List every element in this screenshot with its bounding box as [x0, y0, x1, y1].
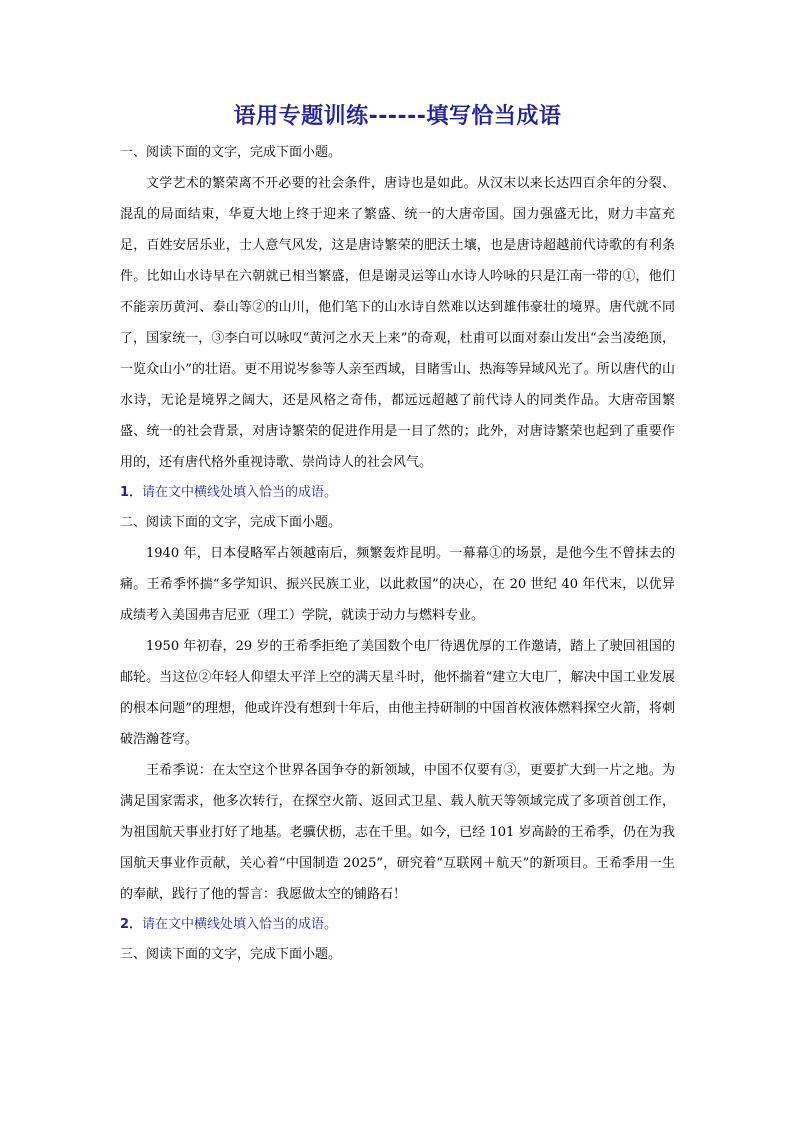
- section-1-paragraph-1: 文学艺术的繁荣离不开必要的社会条件，唐诗也是如此。从汉末以来长达四百余年的分裂、混乱的局面结束，华夏大地上终于迎来了繁盛、统一的大唐帝国。国力强盛无比，财力丰富充足，百姓安居乐业，士人意气风发，这是唐诗繁荣的肥沃土壤，也是唐诗超越前代诗歌的有利条件。比如山水诗早在六朝就已相当繁盛，但是谢灵运等山水诗人吟咏的只是江南一带的①，他们不能亲历黄河、泰山等②的山川，他们笔下的山水诗自然难以达到雄伟豪壮的境界。唐代就不同了，国家统一，③李白可以咏叹“黄河之水天上来”的奇观，杜甫可以面对泰山发出“会当凌绝顶，一览众山小”的壮语。更不用说岑参等人亲至西域，目睹雪山、热海等异域风光了。所以唐代的山水诗，无论是境界之阔大，还是风格之奇伟，都远远超越了前代诗人的同类作品。大唐帝国繁盛、统一的社会背景，对唐诗繁荣的促进作用是一目了然的；此外，对唐诗繁荣也起到了重要作用的，还有唐代格外重视诗歌、崇尚诗人的社会风气。: [120, 176, 675, 470]
- question-1-text: 请在文中横线处填入恰当的成语。: [142, 485, 338, 500]
- question-1-number: 1．: [120, 485, 143, 500]
- section-3-heading: 三、阅读下面的文字，完成下面小题。: [120, 947, 342, 962]
- question-2-number: 2．: [120, 917, 143, 932]
- section-2-paragraph-3: 王希季说：在太空这个世界各国争夺的新领域，中国不仅要有③，更要扩大到一片之地。为满足国家需求，他多次转行，在探空火箭、返回式卫星、载人航天等领域完成了多项首创工作，为祖国航天事业打好了地基。老骥伏枥，志在千里。如今，已经 101 岁高龄的王希季，仍在为我国航天事业作贡献，关心着“中国制造 2025”，研究着“互联网＋航天”的新项目。王希季用一生的奉献，践行了他的誓言：我愿做太空的铺路石！: [120, 763, 675, 902]
- section-2-paragraph-1: 1940 年，日本侵略军占领越南后，频繁轰炸昆明。一幕幕①的场景，是他今生不曾抹去的痛。王希季怀揣“多学知识、振兴民族工业，以此救国”的决心，在 20 世纪 40 年代末，以优异成绩考入美国弗吉尼亚（理工）学院，就读于动力与燃料专业。: [120, 546, 675, 623]
- document-page: [120, 102, 675, 970]
- question-1: [120, 478, 675, 508]
- section-1-heading: 一、阅读下面的文字，完成下面小题。: [120, 145, 342, 160]
- question-2: [120, 910, 675, 940]
- page-title: 语用专题训练------填写恰当成语: [233, 104, 562, 129]
- question-2-text: 请在文中横线处填入恰当的成语。: [142, 917, 338, 932]
- section-2-paragraph-2: 1950 年初春，29 岁的王希季拒绝了美国数个电厂待遇优厚的工作邀请，踏上了驶回祖国的邮轮。当这位②年轻人仰望太平洋上空的满天星斗时，他怀揣着“建立大电厂，解决中国工业发展的根本问题”的理想，他或许没有想到十年后，由他主持研制的中国首枚液体燃料探空火箭，将刺破浩瀚苍穹。: [120, 639, 675, 747]
- section-2-heading: 二、阅读下面的文字，完成下面小题。: [120, 515, 342, 530]
